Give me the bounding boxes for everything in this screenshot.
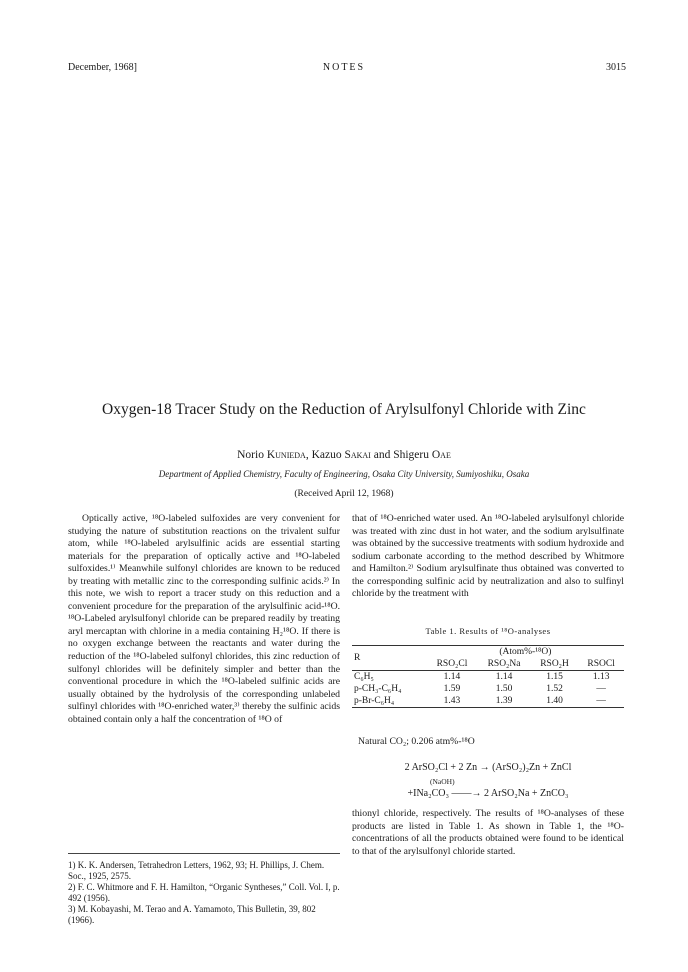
table-column-header: RSOCl [587,659,615,669]
paragraph: that of ¹⁸O-enriched water used. An ¹⁸O-labeled arylsulfonyl chloride was treated with zinc dust in hot water, and the sodium arylsulfinate was obtained by the successive treatments with sodium hydroxide and sodium carbonate according to the method described by Whitmore and Hamilton.²⁾ Sodium arylsulfinate thus obtained was converted to the corresponding sulfinic acid by neutralization and also to sulfinyl chloride by the treatment with [352,513,624,600]
author-list: Norio Kunieda, Kazuo Sakai and Shigeru Oae [237,449,451,461]
paragraph: thionyl chloride, respectively. The results of ¹⁸O-analyses of these products are listed in Table 1. As shown in Table 1, the ¹⁸O-concentrations of all the products obtained were found to be identical to that of the arylsulfonyl chloride started. [352,808,624,857]
results-table [352,645,624,708]
footnote-1: 1) K. K. Andersen, Tetrahedron Letters, 1962, 93; H. Phillips, J. Chem. Soc., 1925, 2575. [68,860,325,881]
table-group-header: (Atom%-¹⁸O) [427,646,624,659]
footnotes [68,860,340,926]
table-column-header: RSO₂H [540,659,569,669]
table-column-header: RSO₂Na [487,659,521,669]
table-caption: Table 1. Results of ¹⁸O-analyses [425,626,551,636]
table-note: Natural CO₂; 0.206 atm%-¹⁸O [358,736,475,747]
table-column-header: RSO₂Cl [436,659,468,669]
footnote-2: 2) F. C. Whitmore and F. H. Hamilton, “Organic Syntheses,” Coll. Vol. I, p. 492 (1956). [68,882,340,903]
author-1: Norio Kunieda [237,449,306,461]
equation-2: +INa₂CO₃ ——→ 2 ArSO₂Na + ZnCO₃ [407,788,569,799]
author-3: Shigeru Oae [393,449,451,461]
running-header-left: December, 1968] [68,62,138,73]
author-2: Kazuo Sakai [311,449,371,461]
body-column-right-top [352,513,624,601]
body-column-right-bottom [352,808,624,858]
footnote-divider [68,853,340,854]
paragraph: Optically active, ¹⁸O-labeled sulfoxides are very convenient for studying the nature of substitution reactions on the trivalent sulfur atom, while ¹⁸O-labeled arylsulfinic acids are essential starting materials for the preparation of optically active and ¹⁸O-labeled sulfoxides.¹⁾ Meanwhile sulfonyl chlorides are known to be reduced by treating with metallic zinc to the corresponding sulfinic acids.²⁾ In this note, we wish to report a tracer study on this reduction and a convenient procedure for the preparation of the arylsulfinic acid-¹⁸O. ¹⁸O-Labeled arylsulfonyl chloride can be prepared readily by treating aryl mercaptan with chlorine in a media containing H₂¹⁸O. If there is no oxygen exchange between the reactants and water during the reduction of the ¹⁸O-labeled sulfonyl chlorides, this zinc reduction of sulfonyl chlorides will be definitely simpler and better than the conventional procedure in which the ¹⁸O-labeled sulfinic acids are usually obtained by the hydrolysis of the corresponding unlabeled sulfinyl chlorides with ¹⁸O-enriched water,³⁾ thereby the sulfinic acids obtained contain only a half the concentration of ¹⁸O of [68,513,340,725]
article-title: Oxygen-18 Tracer Study on the Reduction of Arylsulfonyl Chloride with Zinc [102,401,586,418]
footnote-3: 3) M. Kobayashi, M. Terao and A. Yamamoto, This Bulletin, 39, 802 (1966). [68,904,316,925]
equation-2-condition: (NaOH) [430,777,455,786]
table-row: p-CH₃-C₆H₄ 1.59 1.50 1.52 — [354,684,606,694]
received-date: (Received April 12, 1968) [294,489,394,499]
table-row: C₆H₅ 1.14 1.14 1.15 1.13 [352,671,624,684]
table-row: p-Br-C₆H₄ 1.43 1.39 1.40 — [352,695,624,708]
page-number: 3015 [606,62,626,73]
running-header-section: NOTES [322,62,366,73]
table-stub-header: R [352,646,427,671]
body-column-left [68,513,340,726]
affiliation: Department of Applied Chemistry, Faculty of Engineering, Osaka City University, Sumiyoshiku, Osaka [158,469,530,479]
equation-1: 2 ArSO₂Cl + 2 Zn → (ArSO₂)₂Zn + ZnCl [404,762,572,773]
